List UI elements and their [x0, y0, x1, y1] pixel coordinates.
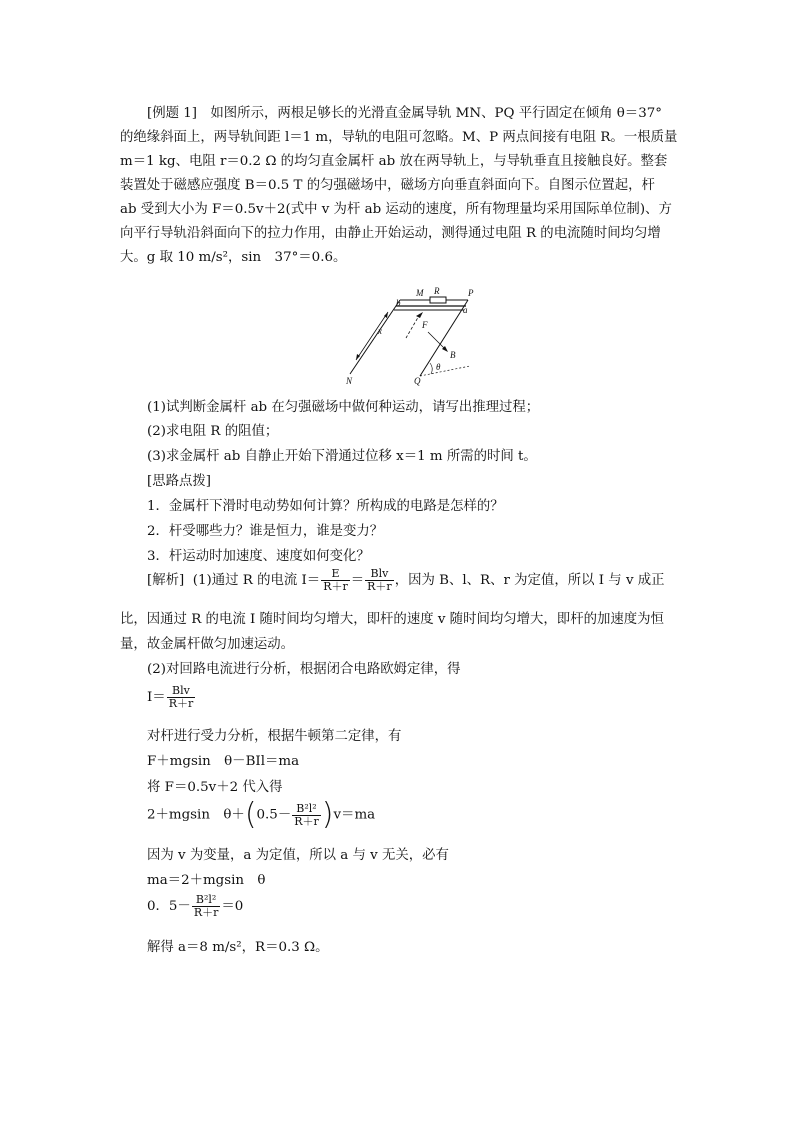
label-x: x	[378, 326, 382, 336]
equation-ma: ma＝2＋mgsin θ	[147, 873, 266, 888]
question-3: (3)求金属杆 ab 自静止开始下滑通过位移 x＝1 m 所需的时间 t。	[147, 449, 537, 464]
label-F: F	[422, 320, 428, 330]
equation-zero: 0．5－ $\frac{\text{B²l²}}{R+r}$ ＝0	[147, 893, 244, 919]
label-N: N	[346, 376, 353, 386]
substitution-intro: 将 F＝0.5v＋2 代入得	[147, 780, 283, 795]
hint-1: 1．金属杆下滑时电动势如何计算？所构成的电路是怎样的？	[147, 499, 504, 514]
solution-p1-pre: (1)通过 R 的电流 I＝	[192, 573, 321, 588]
solution-p2-intro: (2)对回路电流进行分析，根据闭合电路欧姆定律，得	[147, 662, 461, 677]
example-line-4: 装置处于磁感应强度 B＝0.5 T 的匀强磁场中，磁场方向垂直斜面向下。自图示位置起，杆	[120, 178, 655, 193]
example-line-7: 大。g 取 10 m/s²，sin 37°＝0.6。	[120, 250, 347, 265]
label-M: M	[416, 288, 424, 298]
hints-header: [思路点拨]	[147, 474, 212, 489]
example-line-2: 的绝缘斜面上，两导轨间距 l＝1 m，导轨的电阻可忽略。M、P 两点间接有电阻 R。一根质量	[120, 130, 678, 145]
equation-ohm: I＝ $\frac{\text{Blv}}{R+r}$	[147, 684, 194, 710]
fraction-blv-over-r: $\frac{\text{Blv}}{R+r}$	[367, 567, 392, 593]
example-line-6: 向平行导轨沿斜面向下的拉力作用，由静止开始运动，测得通过电阻 R 的电流随时间均匀增	[120, 226, 661, 241]
equation-substituted: 2＋mgsin θ＋(0.5－ $\frac{\text{B²l²}}{R+r}$ )v＝ma	[147, 797, 376, 832]
equation-newton: F＋mgsin θ－BIl＝ma	[147, 754, 300, 769]
inclined-rails-figure	[330, 282, 490, 390]
hint-3: 3．杆运动时加速度、速度如何变化？	[147, 549, 370, 564]
example-line-3: m＝1 kg、电阻 r＝0.2 Ω 的均匀直金属杆 ab 放在两导轨上，与导轨垂直且接触良好。整套	[120, 154, 668, 169]
question-2: (2)求电阻 R 的阻值；	[147, 424, 279, 439]
because-line: 因为 v 为变量，a 为定值，所以 a 与 v 无关，必有	[147, 848, 449, 863]
solution-header: [解析]	[147, 573, 185, 588]
label-B: B	[450, 350, 456, 360]
solution-line-1	[147, 568, 665, 593]
question-1: (1)试判断金属杆 ab 在匀强磁场中做何种运动，请写出推理过程；	[147, 400, 540, 415]
label-b: b	[396, 298, 401, 308]
solution-line-2: 比，因通过 R 的电流 I 随时间均匀增大，即杆的速度 v 随时间均匀增大，即杆的加速度为恒	[120, 612, 664, 627]
hint-2: 2．杆受哪些力？谁是恒力，谁是变力？	[147, 524, 384, 539]
solution-result: 解得 a＝8 m/s²，R＝0.3 Ω。	[147, 940, 329, 955]
label-Q: Q	[414, 376, 421, 386]
label-a: a	[463, 305, 468, 315]
solution-p1-post: ，因为 B、l、R、r 为定值，所以 I 与 v 成正	[394, 573, 665, 588]
equals-sign: ＝	[350, 573, 365, 588]
force-intro: 对杆进行受力分析，根据牛顿第二定律，有	[147, 729, 402, 744]
example-line-5: ab 受到大小为 F＝0.5v＋2(式中 v 为杆 ab 运动的速度，所有物理量均采用国际单位制)、方	[120, 202, 672, 217]
label-P: P	[468, 288, 474, 298]
fraction-e-over-r: $\frac{E}{R+r}$	[323, 567, 348, 593]
label-theta: θ	[436, 362, 441, 372]
label-R: R	[434, 286, 440, 296]
solution-line-3: 量，故金属杆做匀加速运动。	[120, 637, 295, 652]
example-line-1: [例题 1] 如图所示，两根足够长的光滑直金属导轨 MN、PQ 平行固定在倾角 θ＝37°	[147, 106, 662, 121]
